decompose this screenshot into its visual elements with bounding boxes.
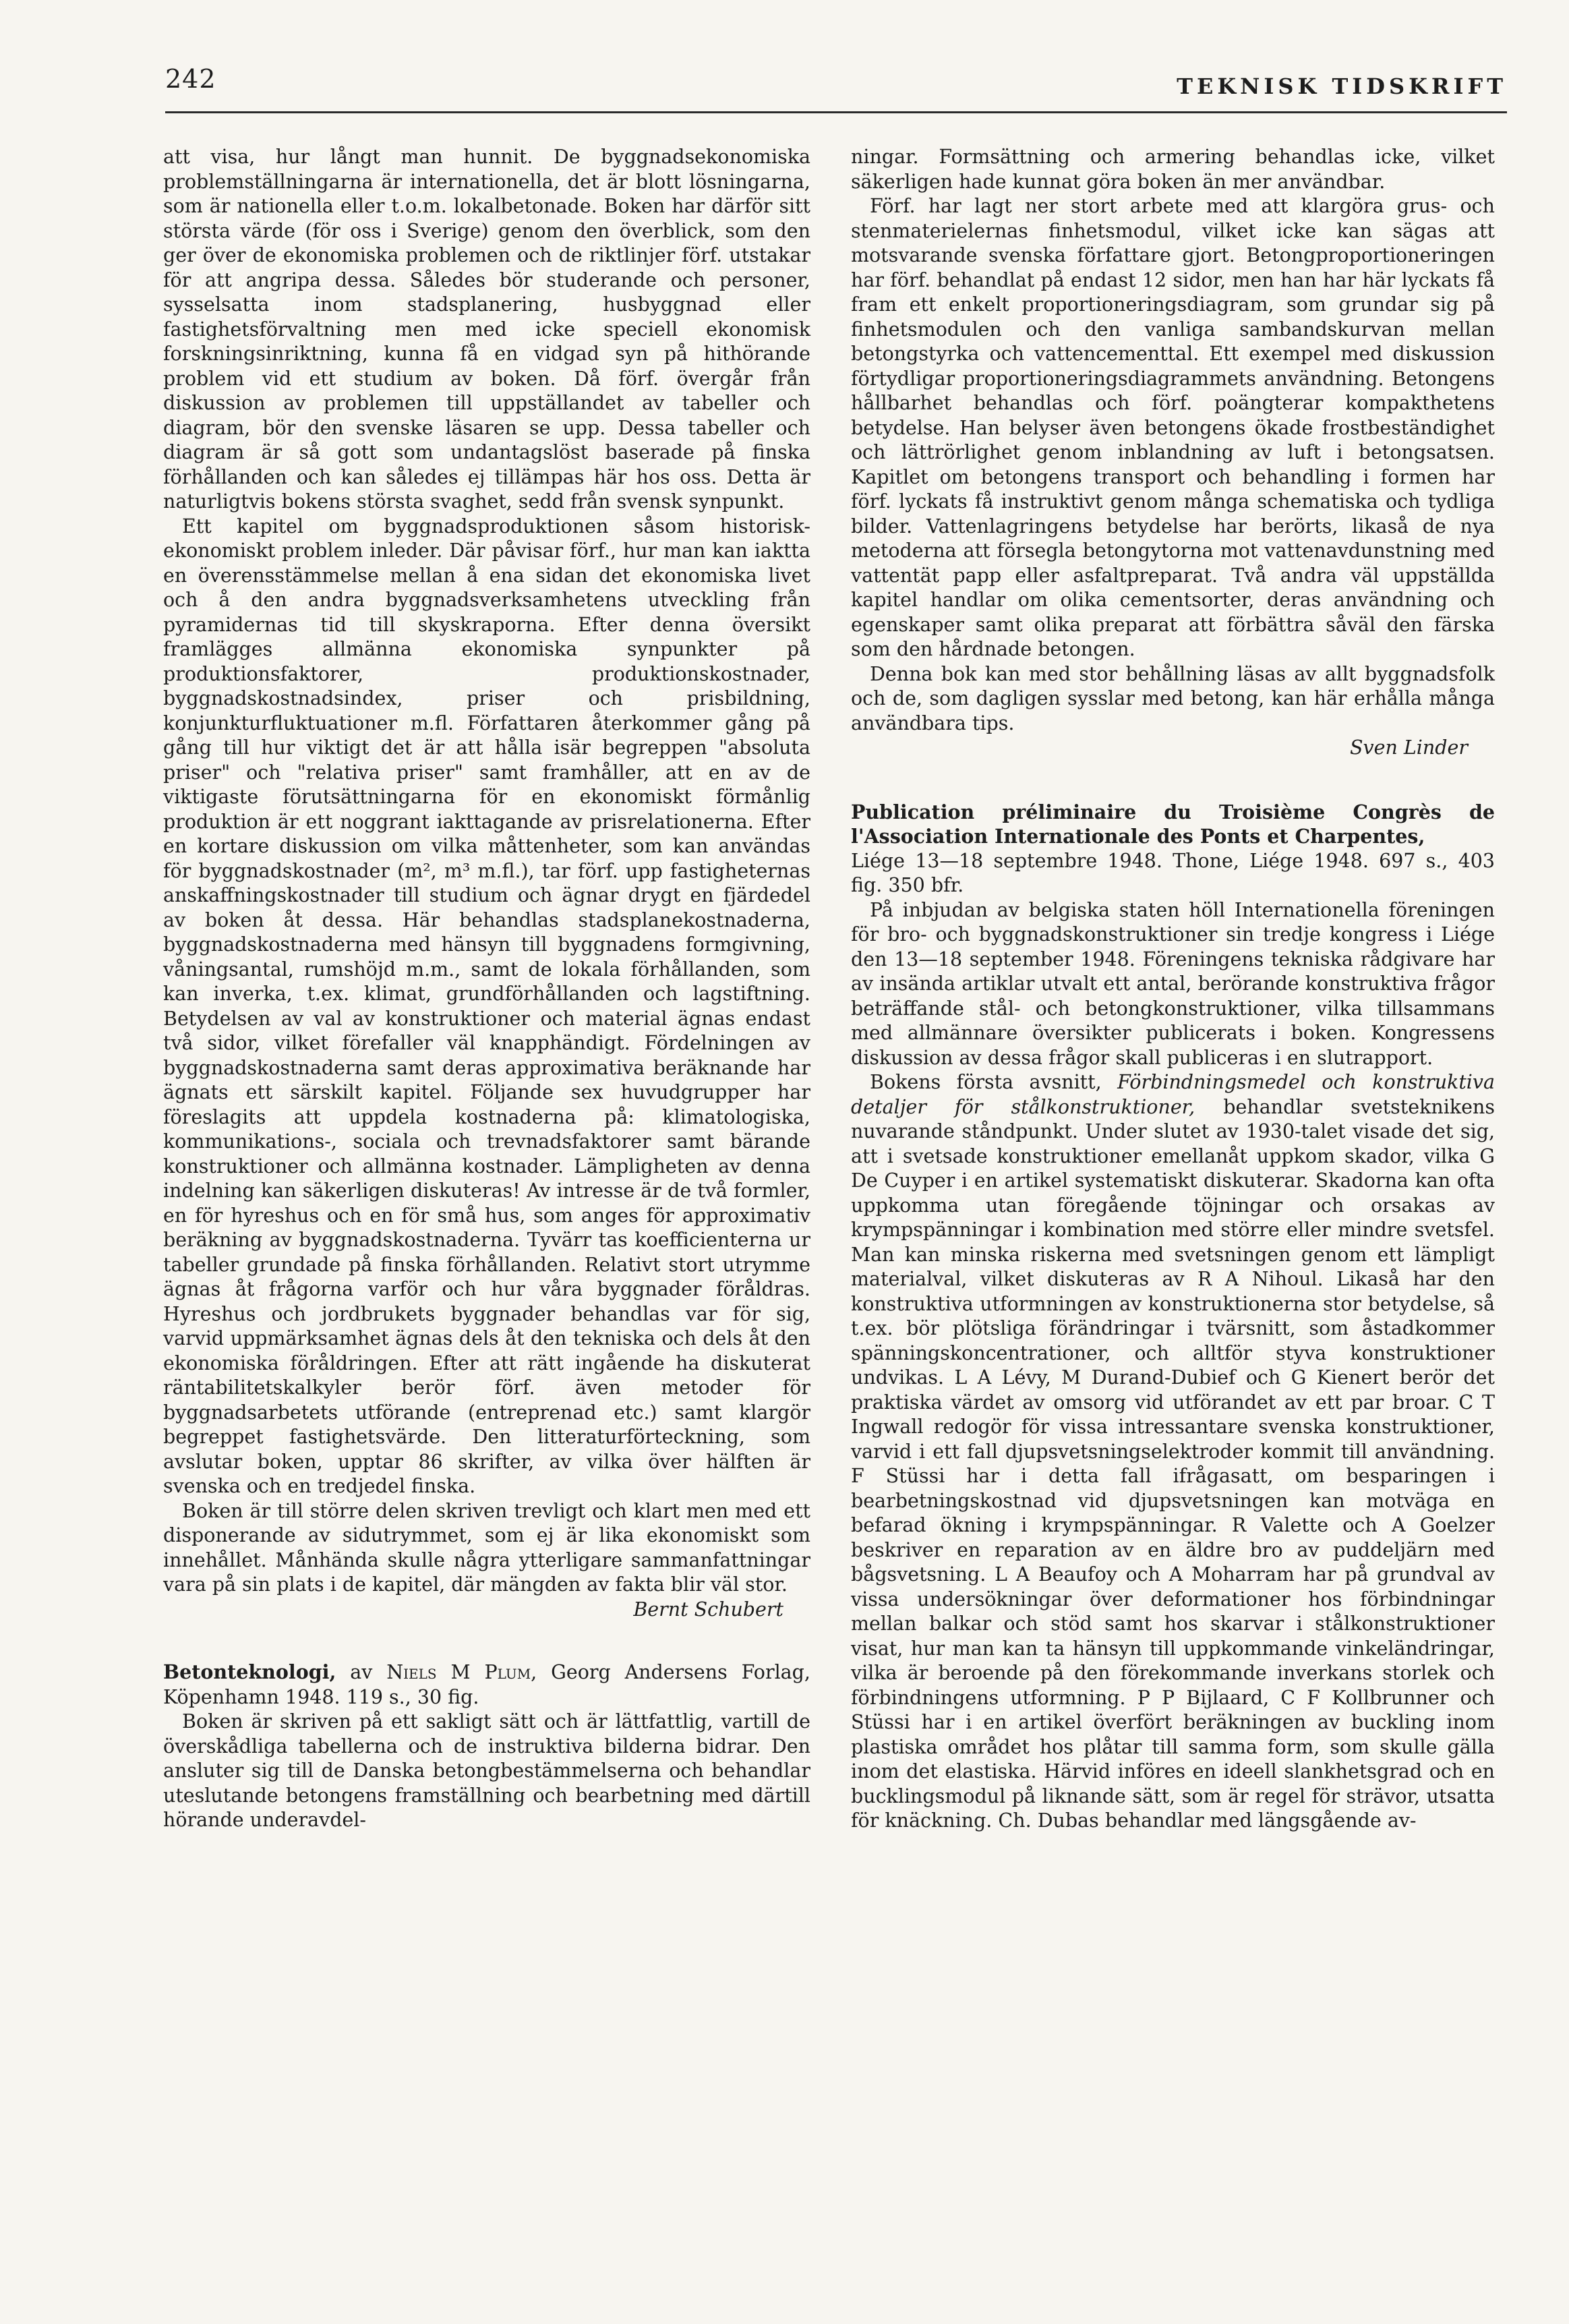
left-column	[163, 145, 810, 1833]
reviewer-signature: Sven Linder	[1349, 736, 1468, 759]
review-heading: Betonteknologi, av Niels M Plum, Georg Andersens Forlag, Köpenhamn 1948. 119 s., 30 fig.	[163, 1660, 810, 1708]
paragraph	[851, 1070, 1495, 1834]
journal-title: TEKNISK TIDSKRIFT	[1177, 74, 1507, 99]
paragraph-rest: behandlar svetsteknikens nuvarande ståndpunkt. Under slutet av 1930-talet visade det sig, att i svetsade konstruktioner emellanåt uppkom skador, vilka G De Cuyper i en artikel systematiskt diskuterar. Skadorna kan ofta uppkomma utan föregående töjningar och orsakas av krympspänningar i kombination med större eller mindre svetsfel. Man kan minska riskerna med svetsningen genom ett lämpligt materialval, vilket diskuteras av R A Nihoul. Likaså har den konstruktiva utformningen av konstruktionerna stor betydelse, så t.ex. bör plötsliga förändringar i tvärsnitt, som åstadkommer spänningskoncentrationer, och alltför styva konstruktioner undvikas. L A Lévy, M Durand-Dubief och G Kienert berör det praktiska värdet av omsorg vid utförandet av ett par broar. C T Ingwall redogör för vissa intressantare svenska konstruktioner, varvid i ett fall djupsvetsningselektroder kommit till användning. F Stüssi har i detta fall ifrågasatt, om besparingen i bearbetningskostnad vid djupsvetsningen kan motväga en befarad ökning i krympspänningar. R Valette och A Goelzer beskriver en reparation av en äldre bro av puddeljärn med bågsvetsning. L A Beaufoy och A Moharram har på grundval av vissa undersökningar över deformationer hos förbindningar mellan balkar och stöd samt hos skarvar i stålkonstruktioner visat, hur man kan ta hänsyn till uppkommande vinkeländringar, vilka är beroende på den förekommande inverkans storlek och förbindningens utformning. P P Bijlaard, C F Kollbrunner och Stüssi har i en artikel överfört beräkningen av buckling inom plastiska området hos plåtar till samma form, som skulle gälla inom det elastiska. Härvid införes en ideell slankhetsgrad och en bucklingsmodul på liknande sätt, som är regel för strävor, utsatta för knäckning. Ch. Dubas behandlar med längsgående av-	[851, 1095, 1495, 1832]
paragraph: Denna bok kan med stor behållning läsas av allt byggnadsfolk och de, som dagligen sysslar med betong, kan här erhålla många användbara tips.	[851, 662, 1495, 734]
review-publication: Liége 13—18 septembre 1948. Thone, Liége 1948. 697 s., 403 fig. 350 bfr.	[851, 849, 1495, 896]
paragraph: Förf. har lagt ner stort arbete med att klargöra grus- och stenmaterielernas finhetsmodul, vilket icke kan sägas att motsvarande svenska författare gjort. Betongproportioneringen har förf. behandlat på endast 12 sidor, men han har här lyckats få fram ett enkelt proportioneringsdiagram, som grundar sig på finhetsmodulen och den vanliga sambandskurvan mellan betongstyrka och vattencementtal. Ett exempel med diskussion förtydligar proportioneringsdiagrammets användning. Betongens hållbarhet behandlas och förf. poängterar kompakthetens betydelse. Han belyser även betongens ökade frostbeständighet och lättrörlighet genom inblandning av luft i betongsatsen. Kapitlet om betongens transport och behandling i formen har förf. lyckats få instruktivt genom många schematiska och tydliga bilder. Vattenlagringens betydelse har berörts, likaså de nya metoderna att försegla betongytorna mot vattenavdunstning med vattentät papp eller asfaltpreparat. Två andra väl uppställda kapitel handlar om olika cementsorter, deras användning och egenskaper samt olika preparat att förbättra såväl den färska som den hårdnade betongen.	[851, 195, 1495, 660]
paragraph: ningar. Formsättning och armering behandlas icke, vilket säkerligen hade kunnat göra boken än mer användbar.	[851, 146, 1495, 193]
review-heading	[851, 800, 1495, 849]
review-publication: Georg Andersens Forlag, Köpenhamn 1948. 119 s., 30 fig.	[163, 1661, 810, 1708]
review-author: Niels M Plum,	[386, 1661, 537, 1683]
paragraph-lead: Bokens första avsnitt,	[870, 1071, 1102, 1093]
paragraph: Boken är skriven på ett sakligt sätt och är lättfattlig, vartill de överskådliga tabellerna och de instruktiva bilderna bidrar. Den ansluter sig till de Danska betongbestämmelserna och behandlar uteslutande betongens framställning och bearbetning med därtill hörande underavdel-	[163, 1710, 810, 1831]
page-number: 242	[165, 64, 216, 94]
paragraph: Boken är till större delen skriven trevligt och klart men med ett disponerande av sidutrymmet, som ej är lika ekonomiskt som innehållet. Månhända skulle några ytterligare sammanfattningar vara på sin plats i de kapitel, där mängden av fakta blir väl stor.	[163, 1499, 810, 1596]
page-header	[165, 64, 1507, 113]
reviewer-signature: Bernt Schubert	[633, 1598, 783, 1621]
paragraph: Ett kapitel om byggnadsproduktionen såsom historisk-ekonomiskt problem inleder. Där påvisar förf., hur man kan iaktta en överensstämmelse mellan å ena sidan det ekonomiska livet och å den andra byggnadsverksamhetens utveckling från pyramidernas tid till skyskraporna. Efter denna översikt framlägges allmänna ekonomiska synpunkter på produktionsfaktorer, produktionskostnader, byggnadskostnadsindex, priser och prisbildning, konjunkturfluktuationer m.fl. Författaren återkommer gång på gång till hur viktigt det är att hålla isär begreppen "absoluta priser" och "relativa priser" samt framhåller, att en av de viktigaste förutsättningarna för en ekonomiskt förmånlig produktion är ett noggrant iakttagande av prisrelationerna. Efter en kortare diskussion om vilka måttenheter, som kan användas för byggnadskostnader (m², m³ m.fl.), tar förf. upp fastigheternas anskaffningskostnader till studium och ägnar drygt en fjärdedel av boken åt dessa. Här behandlas stadsplanekostnaderna, byggnadskostnaderna med hänsyn till byggnadens formgivning, våningsantal, rumshöjd m.m., samt de lokala förhållanden, som kan inverka, t.ex. klimat, grundförhållanden och lagstiftning. Betydelsen av val av konstruktioner och material ägnas endast två sidor, vilket förefaller väl knapphändigt. Fördelningen av byggnadskostnaderna samt deras approximativa beräknande har ägnats ett särskilt kapitel. Följande sex huvudgrupper har föreslagits att uppdela kostnaderna på: klimatologiska, kommunikations-, sociala och trevnadsfaktorer samt bärande konstruktioner och allmänna kostnader. Lämpligheten av denna indelning kan säkerligen diskuteras! Av intresse är de två formler, en för hyreshus och en för små hus, som anges för approximativ beräkning av byggnadskostnaderna. Tyvärr tas koefficienterna ur tabeller grundade på finska förhållanden. Relativt stort utrymme ägnas åt frågorna varför och hur våra byggnader föråldras. Hyreshus och jordbrukets byggnader behandlas var för sig, varvid uppmärksamhet ägnas dels åt den tekniska och dels åt den ekonomiska föråldringen. Efter att rätt ingående ha diskuterat räntabilitetskalkyler berör förf. även metoder för byggnadsarbetets utförande (entreprenad etc.) samt klargör begreppet fastighetsvärde. Den litteraturförteckning, som avslutar boken, upptar 86 skrifter, av vilka över hälften är svenska och en tredjedel finska.	[163, 515, 810, 1497]
review-title: Publication préliminaire du Troisième Congrès de l'Association Internationale des Ponts et Charpentes,	[851, 800, 1495, 848]
paragraph: På inbjudan av belgiska staten höll Internationella föreningen för bro- och byggnadskonstruktioner sin tredje kongress i Liége den 13—18 september 1948. Föreningens tekniska rådgivare har av insända artiklar utvalt ett antal, berörande konstruktiva frågor beträffande stål- och betongkonstruktioner, vilka tillsammans med allmännare översikter publicerats i boken. Kongressens diskussion av dessa frågor skall publiceras i en slutrapport.	[851, 898, 1495, 1069]
right-column	[851, 145, 1495, 1834]
section-title: Förbindningsmedel och konstruktiva detaljer för stålkonstruktioner,	[851, 1071, 1495, 1118]
review-title: Betonteknologi,	[163, 1660, 336, 1683]
paragraph: att visa, hur långt man hunnit. De byggnadsekonomiska problemställningarna är internationella, det är blott lösningarna, som är nationella eller t.o.m. lokalbetonade. Boken har därför sitt största värde (för oss i Sverige) genom den överblick, som den ger över de ekonomiska problemen och de riktlinjer förf. utstakar för att angripa dessa. Således bör studerande och personer, sysselsatta inom stadsplanering, husbyggnad eller fastighetsförvaltning men med icke speciell ekonomisk forskningsinriktning, kunna få en vidgad syn på hithörande problem vid ett studium av boken. Då förf. övergår från diskussion av problemen till uppställandet av tabeller och diagram, bör den svenske läsaren se upp. Dessa tabeller och diagram är så gott som undantagslöst baserade på finska förhållanden och kan således ej tillämpas här hos oss. Detta är naturligtvis bokens största svaghet, sedd från svensk synpunkt.	[163, 146, 810, 513]
